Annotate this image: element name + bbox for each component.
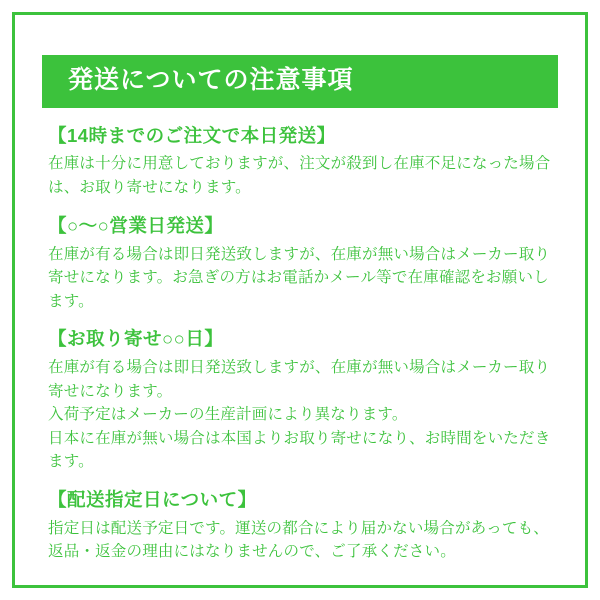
section-paragraph: 在庫は十分に用意しておりますが、注文が殺到し在庫不足になった場合は、お取り寄せになります。 (48, 155, 551, 197)
notice-section (48, 124, 552, 200)
section-heading: 【14時までのご注文で本日発送】 (48, 124, 336, 146)
section-paragraph: 日本に在庫が無い場合は本国よりお取り寄せになり、お時間をいただきます。 (48, 429, 551, 471)
section-paragraph: 在庫が有る場合は即日発送致しますが、在庫が無い場合はメーカー取り寄せになります。 (48, 359, 551, 400)
notice-section (48, 214, 552, 314)
section-heading: 【配送指定日について】 (48, 488, 257, 510)
section-body (48, 243, 552, 314)
notice-content (42, 55, 558, 564)
section-paragraph: 在庫が有る場合は即日発送致しますが、在庫が無い場合はメーカー取り寄せになります。お急ぎの方はお電話かメール等で在庫確認をお願いします。 (48, 245, 551, 310)
section-body (48, 356, 552, 474)
section-body (48, 152, 552, 199)
section-paragraph: 指定日は配送予定日です。運送の都合により届かない場合があっても、返品・返金の理由にはなりませんので、ご了承ください。 (48, 519, 550, 561)
section-body (48, 517, 552, 564)
section-heading: 【○〜○営業日発送】 (48, 214, 224, 236)
section-paragraph: 入荷予定はメーカーの生産計画により異なります。 (48, 406, 408, 424)
section-heading: 【お取り寄せ○○日】 (48, 328, 224, 350)
notice-section (48, 327, 552, 474)
notice-section (48, 488, 552, 564)
notice-sections (42, 108, 558, 564)
page-title: 発送についての注意事項 (42, 55, 558, 108)
